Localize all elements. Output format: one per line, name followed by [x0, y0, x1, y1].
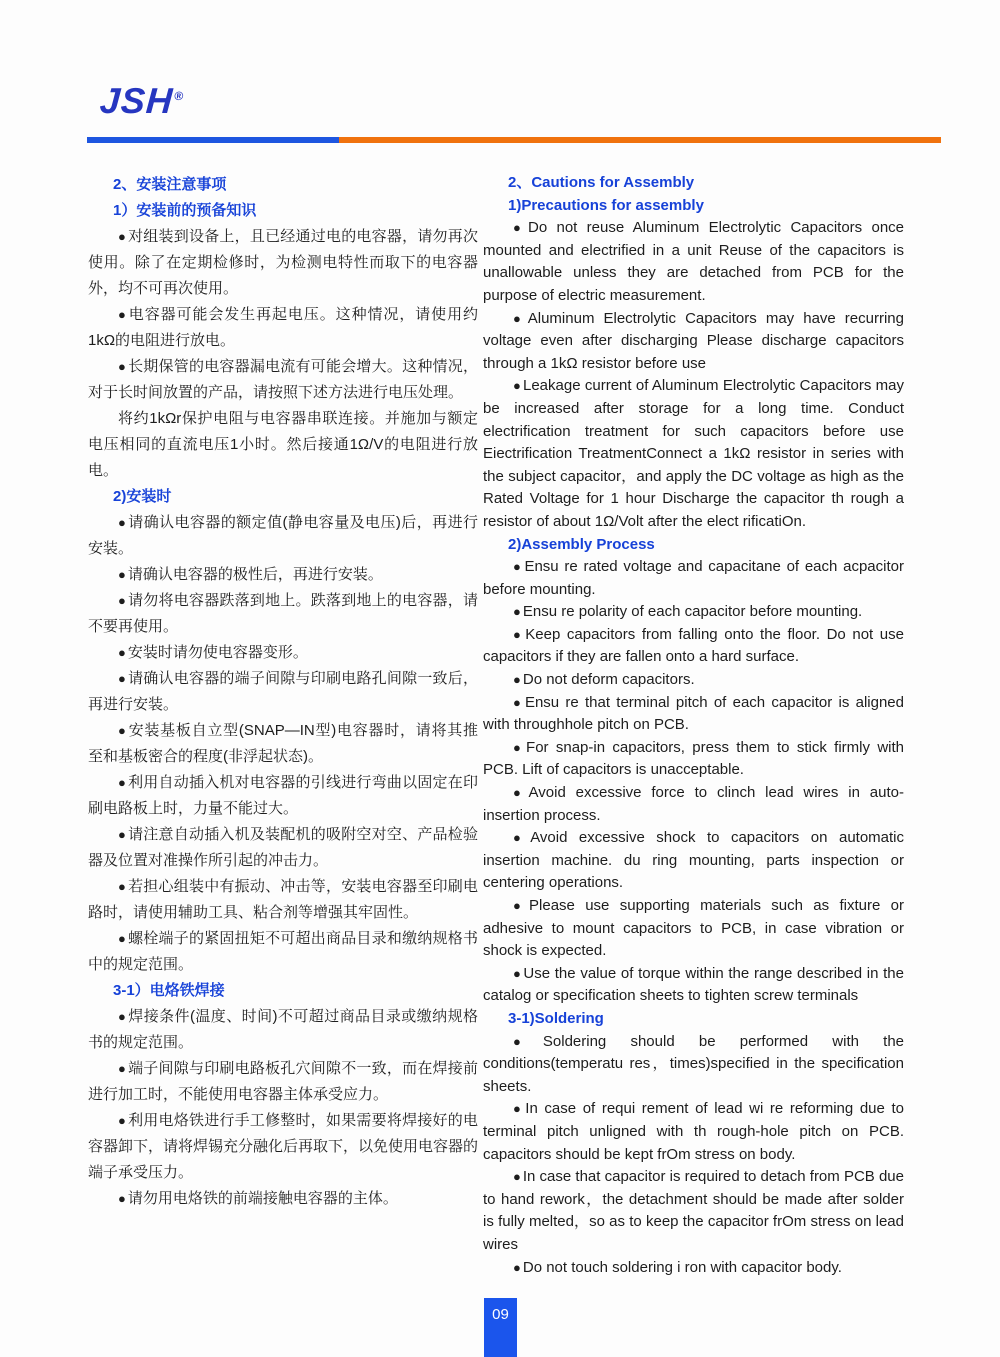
bullet-icon: ● [118, 775, 127, 790]
paragraph-text: 焊接条件(温度、时间)不可超过商品目录或缴纳规格书的规定范围。 [88, 1008, 478, 1051]
bullet-icon: ● [513, 559, 523, 575]
paragraph-text: 端子间隙与印刷电路板孔穴间隙不一致，而在焊接前进行加工时，不能使用电容器主体承受应力。 [88, 1060, 478, 1103]
paragraph-text: 请勿将电容器跌落到地上。跌落到地上的电容器，请不要再使用。 [88, 592, 478, 635]
bullet-icon: ● [513, 1169, 521, 1185]
bullet-icon: ● [513, 739, 525, 755]
header-rule [87, 137, 941, 143]
bullet-icon: ● [513, 310, 526, 326]
paragraph-text: 若担心组装中有振动、冲击等，安装电容器至印刷电路时，请使用辅助工具、粘合剂等增强其牢固性。 [88, 878, 478, 921]
bullet-icon: ● [118, 645, 126, 660]
paragraph-text: Do not deform capacitors. [522, 671, 695, 689]
logo-text: JSH [98, 80, 175, 121]
bullet-icon: ● [513, 672, 521, 688]
paragraph-text: 电容器可能会发生再起电压。这种情况，请使用约1kΩ的电阻进行放电。 [88, 306, 478, 349]
section-heading: 2)安装时 [113, 488, 172, 505]
section-heading: 1)Precautions for assembly [508, 196, 704, 214]
paragraph-text: Please use supporting materials such as fixture or adhesive to mount capacitors to PCB, in case vibration or shock is expected. [483, 897, 904, 960]
bullet-paragraph [88, 562, 478, 588]
section-heading: 1）安装前的预备知识 [113, 202, 257, 219]
paragraph-text: 长期保管的电容器漏电流有可能会增大。这种情况，对于长时间放置的产品，请按照下述方法进行电压处理。 [88, 358, 478, 401]
bullet-icon: ● [513, 1101, 524, 1117]
paragraph-text: 请确认电容器的端子间隙与印刷电路孔间隙一致后，再进行安装。 [88, 670, 478, 713]
bullet-icon: ● [118, 229, 127, 244]
bullet-paragraph [483, 217, 904, 307]
bullet-icon: ● [513, 626, 524, 642]
bullet-paragraph [88, 770, 478, 822]
bullet-paragraph [483, 692, 904, 737]
bullet-icon: ● [118, 827, 127, 842]
paragraph-text: 请注意自动插入机及装配机的吸附空对空、产品检验器及位置对准操作所引起的冲击力。 [88, 826, 478, 869]
paragraph-text: Avoid excessive force to clinch lead wires in auto-insertion process. [483, 784, 904, 824]
bullet-paragraph [88, 354, 478, 406]
paragraph-text: 利用电烙铁进行手工修整时，如果需要将焊接好的电容器卸下，请将焊锡充分融化后再取下，以免使用电容器的端子承受压力。 [88, 1112, 479, 1181]
bullet-paragraph [483, 669, 904, 692]
bullet-icon: ● [513, 1033, 541, 1049]
paragraph-text: Leakage current of Aluminum Electrolytic Capacitors may be increased after storage for a long time. Conduct electrification treatment for such capacitors before use Eiectrification TreatmentConnect a 1kΩ resistor in series with the subject capacitor，and apply the DC voltage as high as the Rated Voltage for 1 hour Discharge the capacitor th rough a resistor of about 1Ω/Volt after the elect rificatiOn. [483, 377, 904, 530]
header-rule-blue-segment [87, 137, 339, 143]
jsh-logo [99, 80, 186, 122]
bullet-icon: ● [118, 671, 127, 686]
bullet-paragraph [483, 1166, 904, 1256]
paragraph-text: 将约1kΩr保护电阻与电容器串联连接。并施加与额定电压相同的直流电压1小时。然后接通1Ω/V的电阻进行放电。 [88, 410, 478, 479]
bullet-paragraph [483, 1257, 904, 1280]
page-number: 09 [492, 1306, 509, 1323]
bullet-icon: ● [118, 723, 127, 738]
section-heading: 2、Cautions for Assembly [508, 174, 695, 191]
paragraph-text: Do not touch soldering i ron with capacitor body. [522, 1258, 842, 1276]
paragraph-text: Use the value of torque within the range described in the catalog or specification sheets to tighten screw terminals [483, 964, 904, 1005]
section-heading: 2)Assembly Process [508, 535, 655, 553]
registered-mark-icon: ® [173, 89, 185, 103]
bullet-paragraph [483, 827, 904, 895]
bullet-icon: ● [118, 1191, 126, 1206]
paragraph-text: Soldering should be performed with the conditions(temperatu res，times)specified in the specification sheets. [483, 1032, 904, 1095]
english-column [483, 172, 904, 1279]
paragraph-text: 安装基板自立型(SNAP—IN型)电容器时，请将其推至和基板密合的程度(非浮起状态)。 [88, 722, 478, 765]
bullet-paragraph [483, 737, 904, 782]
paragraph-text: Avoid excessive shock to capacitors on automatic insertion machine. du ring mounting, parts inspection or centering operations. [483, 829, 905, 892]
bullet-icon: ● [513, 378, 521, 394]
bullet-icon: ● [513, 965, 522, 981]
bullet-icon: ● [513, 220, 526, 236]
paragraph-text: Ensu re rated voltage and capacitane of each acpacitor before mounting. [483, 558, 904, 598]
chinese-column [88, 172, 478, 1212]
paragraph-text: Do not reuse Aluminum Electrolytic Capacitors once mounted and electrified in a unit Reuse of the capacitors is unallowable unless they are detached from PCB for the purpose of electric measurement. [483, 219, 904, 304]
bullet-icon: ● [118, 593, 127, 608]
bullet-paragraph [88, 1004, 478, 1056]
section-heading: 3-1)Soldering [508, 1009, 604, 1027]
paragraph-text: Ensu re polarity of each capacitor before mounting. [522, 603, 863, 621]
paragraph-text: In case of requi rement of lead wi re reforming due to terminal pitch unligned with th rough-hole pitch on PCB. capacitors should be kept frOm stress on body. [483, 1100, 904, 1163]
bullet-paragraph [88, 1108, 478, 1186]
paragraph-text: Keep capacitors from falling onto the floor. Do not use capacitors if they are fallen onto a hard surface. [483, 625, 904, 666]
bullet-paragraph [88, 1186, 478, 1212]
bullet-icon: ● [118, 567, 126, 582]
bullet-paragraph [88, 822, 478, 874]
bullet-paragraph [483, 624, 904, 669]
bullet-icon: ● [118, 515, 127, 530]
bullet-paragraph [483, 895, 904, 963]
bullet-icon: ● [118, 1061, 127, 1076]
bullet-icon: ● [118, 1113, 127, 1128]
bullet-paragraph [88, 510, 478, 562]
bullet-icon: ● [513, 898, 528, 913]
bullet-paragraph [483, 1031, 904, 1099]
bullet-paragraph [483, 308, 904, 376]
paragraph-text: 螺栓端子的紧固扭矩不可超出商品目录和缴纳规格书中的规定范围。 [88, 930, 478, 973]
bullet-icon: ● [513, 1259, 521, 1275]
bullet-icon: ● [513, 694, 523, 710]
bullet-paragraph [483, 1098, 904, 1166]
section-heading: 2、安装注意事项 [113, 176, 227, 193]
paragraph-text: In case that capacitor is required to detach from PCB due to hand rework，the detachment should be made after solder is fully melted，so as to keep the capacitor frOm stress on lead wires [483, 1168, 904, 1253]
header-rule-orange-segment [339, 137, 941, 143]
paragraph-text: Ensu re that terminal pitch of each capacitor is aligned with throughhole pitch on PCB. [483, 693, 904, 734]
paragraph-text: 请确认电容器的极性后，再进行安装。 [127, 566, 383, 583]
section-heading: 3-1）电烙铁焊接 [113, 982, 225, 999]
bullet-paragraph [88, 640, 478, 666]
bullet-icon: ● [118, 879, 127, 894]
paragraph-text: Aluminum Electrolytic Capacitors may have recurring voltage even after discharging Please discharge capacitors through a 1kΩ resistor before use [483, 309, 904, 372]
bullet-paragraph [88, 666, 478, 718]
paragraph-text: 利用自动插入机对电容器的引线进行弯曲以固定在印刷电路板上时，力量不能过大。 [88, 774, 478, 817]
bullet-icon: ● [118, 307, 127, 322]
bullet-paragraph [88, 874, 478, 926]
paragraph [88, 406, 478, 484]
paragraph-text: 对组装到设备上，且已经通过电的电容器，请勿再次使用。除了在定期检修时，为检测电特性而取下的电容器外，均不可再次使用。 [88, 228, 478, 297]
bullet-paragraph [88, 302, 478, 354]
bullet-paragraph [88, 926, 478, 978]
bullet-icon: ● [513, 604, 521, 620]
paragraph-text: 安装时请勿使电容器变形。 [127, 644, 308, 661]
bullet-icon: ● [513, 830, 529, 846]
bullet-paragraph [88, 718, 478, 770]
bullet-paragraph [88, 1056, 478, 1108]
bullet-icon: ● [118, 1009, 127, 1024]
paragraph-text: For snap-in capacitors, press them to stick firmly with PCB. Lift of capacitors is unacceptable. [483, 738, 904, 779]
bullet-paragraph [483, 963, 904, 1008]
bullet-paragraph [88, 588, 478, 640]
bullet-paragraph [483, 782, 904, 827]
bullet-icon: ● [118, 359, 127, 374]
bullet-paragraph [483, 375, 904, 533]
bullet-paragraph [88, 224, 478, 302]
bullet-paragraph [483, 556, 904, 601]
paragraph-text: 请勿用电烙铁的前端接触电容器的主体。 [127, 1190, 398, 1207]
bullet-icon: ● [118, 931, 127, 946]
bullet-paragraph [483, 601, 904, 624]
bullet-icon: ● [513, 785, 527, 801]
paragraph-text: 请确认电容器的额定值(静电容量及电压)后，再进行安装。 [88, 514, 478, 557]
page-number-badge [484, 1298, 517, 1357]
